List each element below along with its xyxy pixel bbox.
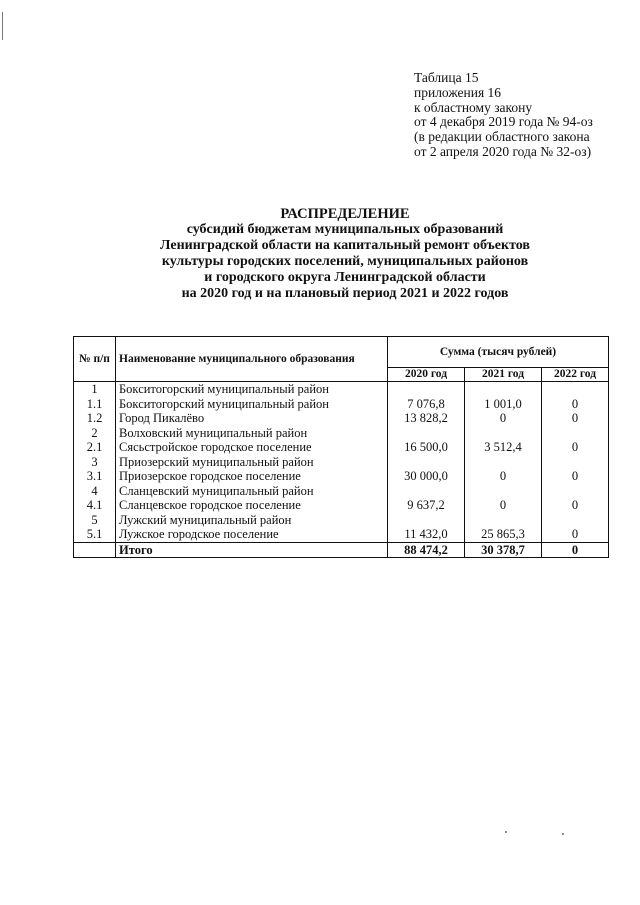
row-value-2022 xyxy=(542,513,609,528)
table-body xyxy=(74,382,609,558)
row-number: 5 xyxy=(74,513,116,528)
row-value-2022: 0 xyxy=(542,411,609,426)
row-number: 3 xyxy=(74,455,116,470)
row-value-2021 xyxy=(465,426,542,441)
row-value-2022 xyxy=(542,426,609,441)
row-name: Лужское городское поселение xyxy=(116,527,388,542)
table-row xyxy=(74,455,609,470)
table-row xyxy=(74,397,609,412)
header-year-2020: 2020 год xyxy=(388,368,465,382)
row-value-2020: 13 828,2 xyxy=(388,411,465,426)
row-value-2020: 11 432,0 xyxy=(388,527,465,542)
row-name: Город Пикалёво xyxy=(116,411,388,426)
header-year-2021: 2021 год xyxy=(465,368,542,382)
title-line: культуры городских поселений, муниципальных районов xyxy=(161,254,529,269)
row-value-2021: 1 001,0 xyxy=(465,397,542,412)
row-value-2020: 9 637,2 xyxy=(388,498,465,513)
table-row xyxy=(74,382,609,397)
table-row xyxy=(74,527,609,542)
row-number: 1.1 xyxy=(74,397,116,412)
row-name: Приозерский муниципальный район xyxy=(116,455,388,470)
total-value-2022: 0 xyxy=(542,542,609,558)
row-name: Бокситогорский муниципальный район xyxy=(116,382,388,397)
row-value-2020 xyxy=(388,484,465,499)
row-value-2021: 0 xyxy=(465,469,542,484)
row-value-2021: 0 xyxy=(465,411,542,426)
appendix-note-line: приложения 16 xyxy=(414,84,502,100)
row-value-2022: 0 xyxy=(542,498,609,513)
table-row xyxy=(74,513,609,528)
title-line: Ленинградской области на капитальный ремонт объектов xyxy=(160,238,530,253)
row-value-2021 xyxy=(465,513,542,528)
row-number: 1.2 xyxy=(74,411,116,426)
row-number: 1 xyxy=(74,382,116,397)
header-year-2022: 2022 год xyxy=(542,368,609,382)
row-number: 5.1 xyxy=(74,527,116,542)
row-value-2022: 0 xyxy=(542,527,609,542)
row-value-2020 xyxy=(388,426,465,441)
row-value-2022: 0 xyxy=(542,397,609,412)
appendix-note-line: от 2 апреля 2020 года № 32-оз) xyxy=(414,143,592,159)
scan-speck xyxy=(505,831,507,833)
row-name: Сланцевский муниципальный район xyxy=(116,484,388,499)
total-label: Итого xyxy=(116,542,388,558)
appendix-note-line: (в редакции областного закона xyxy=(414,129,590,145)
table-row xyxy=(74,469,609,484)
row-value-2022: 0 xyxy=(542,440,609,455)
row-value-2022: 0 xyxy=(542,469,609,484)
table-row xyxy=(74,484,609,499)
row-value-2020 xyxy=(388,382,465,397)
scan-edge-mark xyxy=(2,12,3,40)
row-value-2021 xyxy=(465,382,542,397)
row-value-2021: 0 xyxy=(465,498,542,513)
row-value-2020 xyxy=(388,455,465,470)
table-row xyxy=(74,440,609,455)
title-line: и городского округа Ленинградской области xyxy=(204,270,486,285)
row-value-2021 xyxy=(465,484,542,499)
row-number: 4.1 xyxy=(74,498,116,513)
row-value-2020: 16 500,0 xyxy=(388,440,465,455)
row-number: 2.1 xyxy=(74,440,116,455)
scan-speck xyxy=(562,833,564,835)
header-sum: Сумма (тысяч рублей) xyxy=(388,337,609,368)
appendix-note-line: Таблица 15 xyxy=(414,70,479,85)
total-value-2021: 30 378,7 xyxy=(465,542,542,558)
table-row xyxy=(74,498,609,513)
table-row xyxy=(74,426,609,441)
row-name: Сланцевское городское поселение xyxy=(116,498,388,513)
row-name: Волховский муниципальный район xyxy=(116,426,388,441)
row-name: Приозерское городское поселение xyxy=(116,469,388,484)
title-line: на 2020 год и на плановый период 2021 и 2022 годов xyxy=(181,286,509,301)
row-value-2021: 25 865,3 xyxy=(465,527,542,542)
appendix-note xyxy=(414,71,593,160)
row-value-2022 xyxy=(542,455,609,470)
row-value-2022 xyxy=(542,484,609,499)
appendix-note-line: от 4 декабря 2019 года № 94-оз xyxy=(414,114,593,130)
header-name: Наименование муниципального образования xyxy=(116,337,388,382)
appendix-note-line: к областному закону xyxy=(414,99,533,115)
row-value-2022 xyxy=(542,382,609,397)
row-value-2021 xyxy=(465,455,542,470)
row-number: 3.1 xyxy=(74,469,116,484)
title-main: РАСПРЕДЕЛЕНИЕ xyxy=(280,206,410,222)
row-name: Бокситогорский муниципальный район xyxy=(116,397,388,412)
total-value-2020: 88 474,2 xyxy=(388,542,465,558)
row-number: 4 xyxy=(74,484,116,499)
header-number: № п/п xyxy=(74,337,116,382)
title-line: субсидий бюджетам муниципальных образований xyxy=(186,222,504,237)
row-value-2021: 3 512,4 xyxy=(465,440,542,455)
total-row xyxy=(74,542,609,558)
table-row xyxy=(74,411,609,426)
row-value-2020: 7 076,8 xyxy=(388,397,465,412)
row-value-2020 xyxy=(388,513,465,528)
total-number-cell xyxy=(74,542,116,558)
distribution-table xyxy=(73,336,609,558)
row-name: Лужский муниципальный район xyxy=(116,513,388,528)
row-number: 2 xyxy=(74,426,116,441)
row-name: Сясьстройское городское поселение xyxy=(116,440,388,455)
document-title xyxy=(60,206,630,302)
row-value-2020: 30 000,0 xyxy=(388,469,465,484)
